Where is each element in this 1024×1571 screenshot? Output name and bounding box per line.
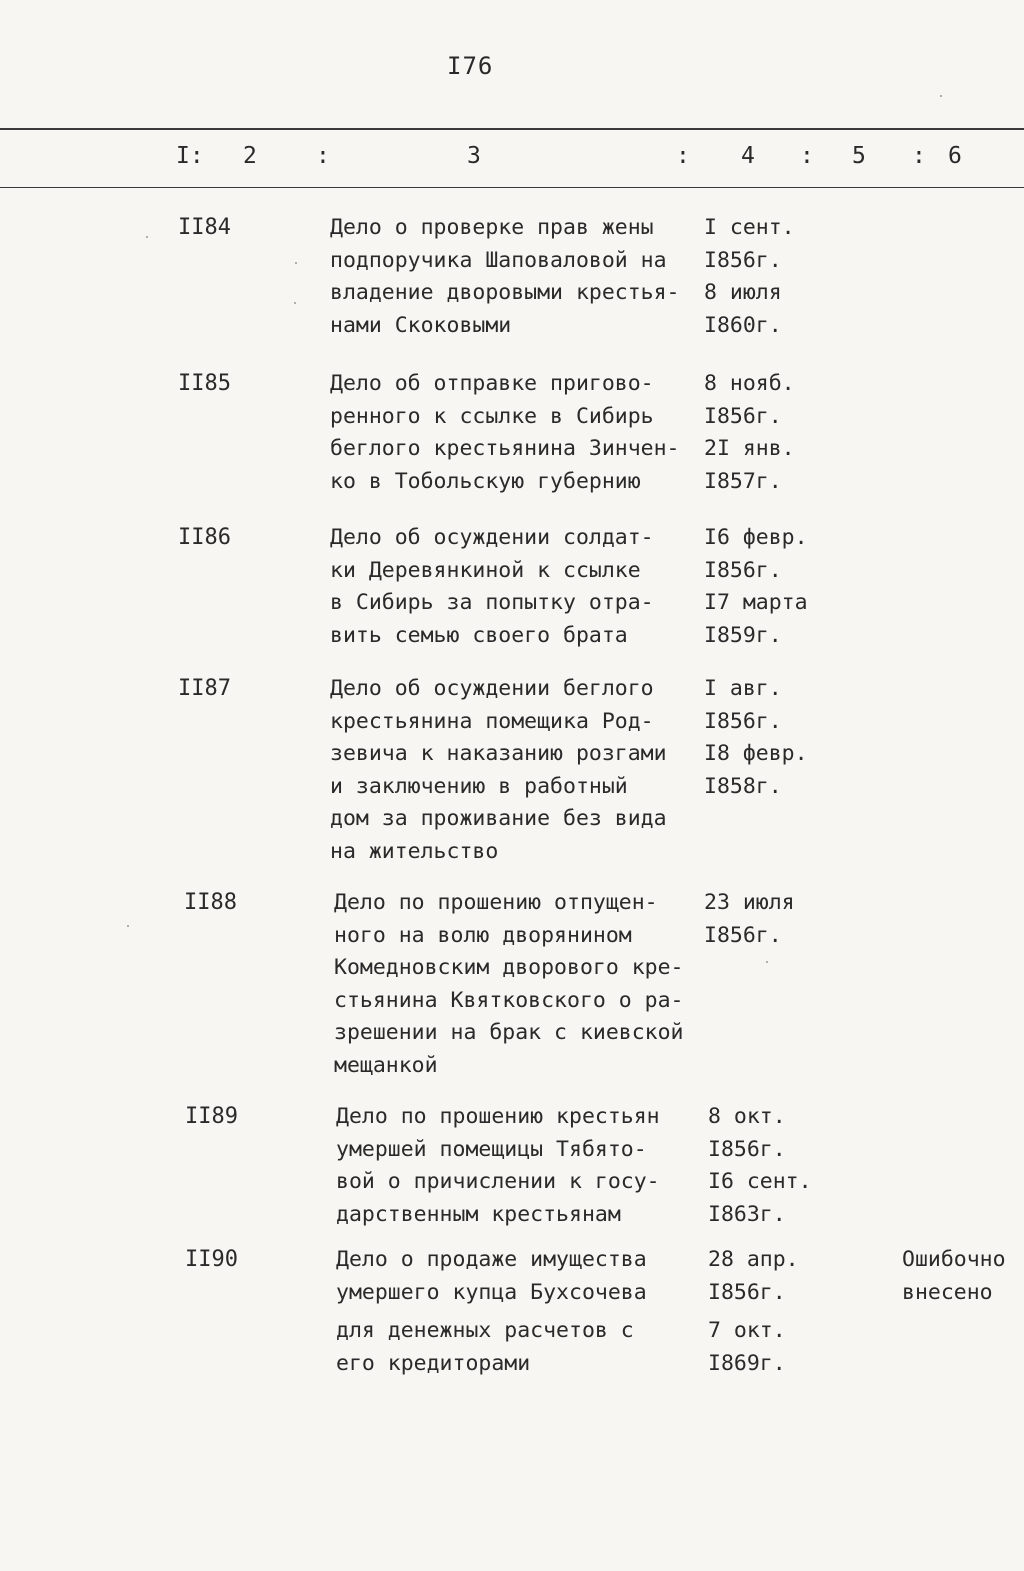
header-top-rule [0, 128, 1024, 130]
scan-speck [295, 262, 297, 264]
entry-description [330, 522, 710, 652]
entry-number: II89 [185, 1104, 238, 1129]
description-line: ки Деревянкиной к ссылке [330, 557, 641, 583]
date-line: I856г. [704, 247, 782, 273]
date-line: 8 июля [704, 280, 782, 305]
entry-number: II90 [185, 1247, 238, 1272]
description-line: и заключению в работный [330, 773, 628, 799]
date-line: I860г. [704, 312, 782, 338]
description-line: дом за проживание без вида [330, 806, 667, 831]
description-line: дарственным крестьянам [336, 1201, 621, 1227]
description-line: Дело по прошению крестьян [336, 1104, 660, 1129]
entry-number: II84 [178, 215, 231, 240]
description-line: ного на волю дворянином [334, 922, 632, 948]
description-line: Дело по прошению отпущен- [334, 890, 658, 915]
description-line: Дело об осуждении беглого [330, 676, 654, 701]
description-line: нами Скоковыми [330, 312, 512, 338]
entry-description [334, 887, 714, 1082]
description-line: умершего купца Бухсочева [336, 1279, 647, 1305]
entry-dates [704, 673, 834, 803]
description-line: Дело о продаже имущества [336, 1247, 647, 1272]
date-line: I856г. [704, 557, 782, 583]
description-line: подпоручика Шаповаловой на [330, 247, 667, 273]
column-header-row [0, 143, 1024, 175]
entry-number: II86 [178, 525, 231, 550]
description-line: вой о причислении к госу- [336, 1169, 660, 1194]
date-line: I856г. [704, 922, 782, 948]
description-line: беглого крестьянина Зинчен- [330, 436, 680, 461]
header-bottom-rule [0, 187, 1024, 188]
column-separator: : [676, 143, 690, 169]
date-line: I6 февр. [704, 525, 808, 550]
description-line: в Сибирь за попытку отра- [330, 590, 654, 615]
date-line: I856г. [704, 403, 782, 429]
date-line: I863г. [708, 1201, 786, 1227]
entry-description [336, 1101, 716, 1231]
column-header-1: I: [176, 143, 204, 169]
description-line: зевича к наказанию розгами [330, 741, 667, 766]
date-line: I858г. [704, 773, 782, 799]
column-header-4: 4 [741, 143, 755, 169]
description-line: Дело об отправке пригово- [330, 371, 654, 396]
date-line: I856г. [708, 1279, 786, 1305]
description-line: для денежных расчетов с [336, 1318, 634, 1343]
scan-speck [766, 961, 768, 963]
entry-description [330, 212, 710, 342]
entry-dates [708, 1101, 838, 1231]
date-line: I6 сент. [708, 1169, 812, 1194]
date-line: 23 июля [704, 890, 795, 915]
description-line: мещанкой [334, 1052, 438, 1078]
date-line: I авг. [704, 676, 782, 701]
description-line: Дело об осуждении солдат- [330, 525, 654, 550]
description-line: вить семью своего брата [330, 622, 628, 648]
date-line: I8 февр. [704, 741, 808, 766]
entry-note [902, 1244, 1022, 1309]
description-line: крестьянина помещика Род- [330, 708, 654, 734]
description-line: умершей помещицы Тябято- [336, 1136, 647, 1162]
date-line: 2I янв. [704, 436, 795, 461]
entry-dates [704, 887, 834, 952]
date-line: 7 окт. [708, 1318, 786, 1343]
date-line: I869г. [708, 1350, 786, 1376]
column-header-2: 2 [243, 143, 257, 169]
description-line: стьянина Квятковского о ра- [334, 987, 684, 1013]
date-line: I859г. [704, 622, 782, 648]
date-line: 8 нояб. [704, 371, 795, 396]
description-line: его кредиторами [336, 1350, 531, 1376]
description-line: ренного к ссылке в Сибирь [330, 403, 654, 429]
description-line: зрешении на брак с киевской [334, 1020, 684, 1045]
scan-speck [146, 236, 148, 238]
entry-description [330, 368, 710, 498]
date-line: I7 марта [704, 590, 808, 615]
scan-speck [294, 302, 296, 304]
description-line: ко в Тобольскую губернию [330, 468, 641, 494]
entry-number: II87 [178, 676, 231, 701]
column-separator: : [912, 143, 926, 169]
column-separator: : [800, 143, 814, 169]
description-line: на жительство [330, 838, 499, 864]
date-line: I857г. [704, 468, 782, 494]
date-line: 28 апр. [708, 1247, 799, 1272]
entry-dates [704, 212, 834, 342]
entry-dates [704, 522, 834, 652]
description-line: владение дворовыми крестья- [330, 280, 680, 305]
date-line: I сент. [704, 215, 795, 240]
column-header-5: 5 [852, 143, 866, 169]
date-line: I856г. [708, 1136, 786, 1162]
entry-number: II85 [178, 371, 231, 396]
date-line: I856г. [704, 708, 782, 734]
column-separator: : [316, 143, 330, 169]
column-header-6: 6 [948, 143, 962, 169]
note-line: Ошибочно [902, 1247, 1006, 1272]
entry-description [336, 1244, 716, 1374]
entry-dates [704, 368, 834, 498]
entry-description [330, 673, 710, 868]
page-number: I76 [447, 52, 494, 80]
column-header-3: 3 [467, 143, 481, 169]
scan-speck [127, 925, 129, 927]
entry-dates [708, 1244, 838, 1374]
note-line: внесено [902, 1279, 993, 1305]
description-line: Комедновским дворового кре- [334, 955, 684, 980]
description-line: Дело о проверке прав жены [330, 215, 654, 240]
date-line: 8 окт. [708, 1104, 786, 1129]
scan-speck [940, 95, 942, 97]
entry-number: II88 [184, 890, 237, 915]
